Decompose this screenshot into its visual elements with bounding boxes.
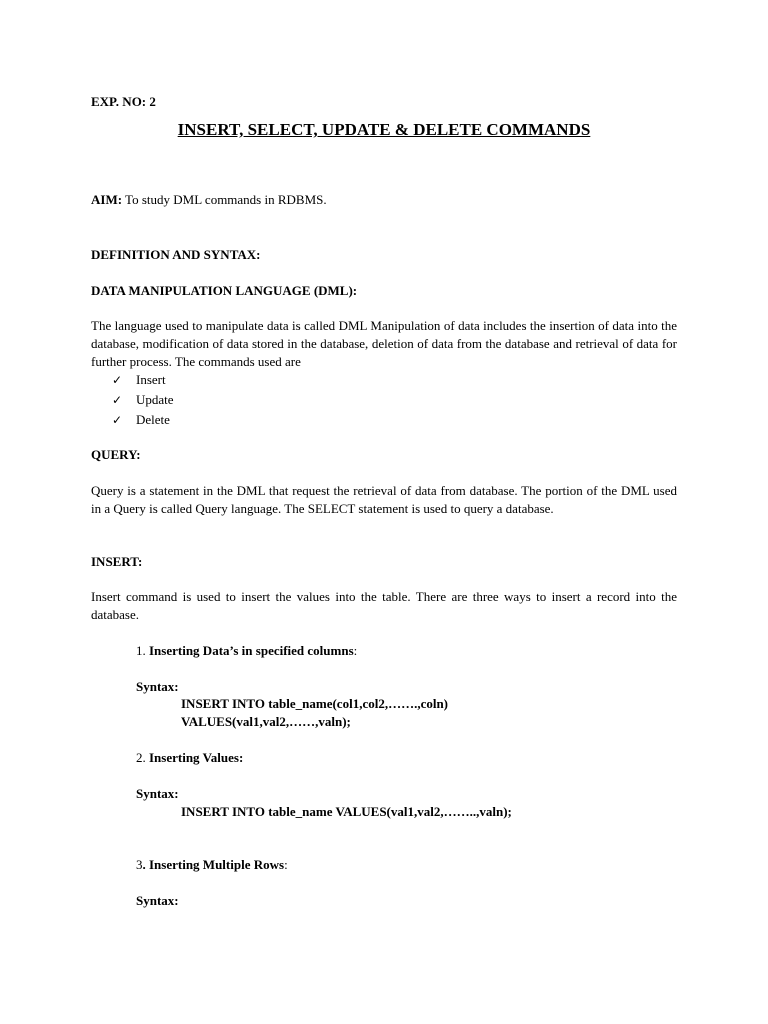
dml-paragraph: The language used to manipulate data is called DML Manipulation of data includes the insertion of data into the database, modification of data stored in the database, deletion of data from the database and retrieval of data for further process. The commands used are <box>91 318 677 369</box>
list-item <box>112 411 170 431</box>
item-title: Inserting Data’s in specified columns <box>149 643 354 658</box>
insert-heading: INSERT: <box>91 554 143 569</box>
check-icon: ✓ <box>112 393 123 407</box>
syntax-line: INSERT INTO table_name(col1,col2,…….,coln) <box>181 696 449 711</box>
query-heading: QUERY: <box>91 447 141 462</box>
item-number: 2. <box>136 750 146 765</box>
aim-line <box>91 191 327 209</box>
check-icon: ✓ <box>112 373 123 387</box>
item-number: 1. <box>136 643 146 658</box>
syntax-label: Syntax: <box>136 786 179 801</box>
item-heading <box>136 749 243 767</box>
list-item <box>112 371 166 391</box>
item-suffix: : <box>284 857 288 872</box>
item-heading <box>136 856 288 874</box>
aim-text: To study DML commands in RDBMS. <box>122 192 327 207</box>
item-heading <box>136 642 357 660</box>
definition-heading: DEFINITION AND SYNTAX: <box>91 247 261 262</box>
item-title: . Inserting Multiple Rows <box>142 857 285 872</box>
dml-heading: DATA MANIPULATION LANGUAGE (DML): <box>91 283 358 298</box>
exp-number: EXP. NO: 2 <box>91 94 156 109</box>
check-icon: ✓ <box>112 413 123 427</box>
list-item <box>112 391 174 411</box>
syntax-label: Syntax: <box>136 893 179 908</box>
insert-paragraph: Insert command is used to insert the values into the table. There are three ways to insert a record into the database. <box>91 589 677 622</box>
item-suffix: : <box>353 643 358 658</box>
list-item-label: Insert <box>136 372 166 387</box>
query-paragraph: Query is a statement in the DML that request the retrieval of data from database. The portion of the DML used in a Query is called Query language. The SELECT statement is used to query a database. <box>91 483 677 516</box>
aim-label: AIM: <box>91 192 123 207</box>
page-title: INSERT, SELECT, UPDATE & DELETE COMMANDS <box>177 120 591 139</box>
list-item-label: Update <box>136 392 174 407</box>
item-title: Inserting Values: <box>149 750 244 765</box>
checklist <box>112 371 174 431</box>
syntax-label: Syntax: <box>136 679 179 694</box>
list-item-label: Delete <box>136 412 170 427</box>
syntax-line: INSERT INTO table_name VALUES(val1,val2,……..,valn); <box>181 804 512 819</box>
item-number: 3 <box>136 857 143 872</box>
syntax-line: VALUES(val1,val2,……,valn); <box>181 714 351 729</box>
